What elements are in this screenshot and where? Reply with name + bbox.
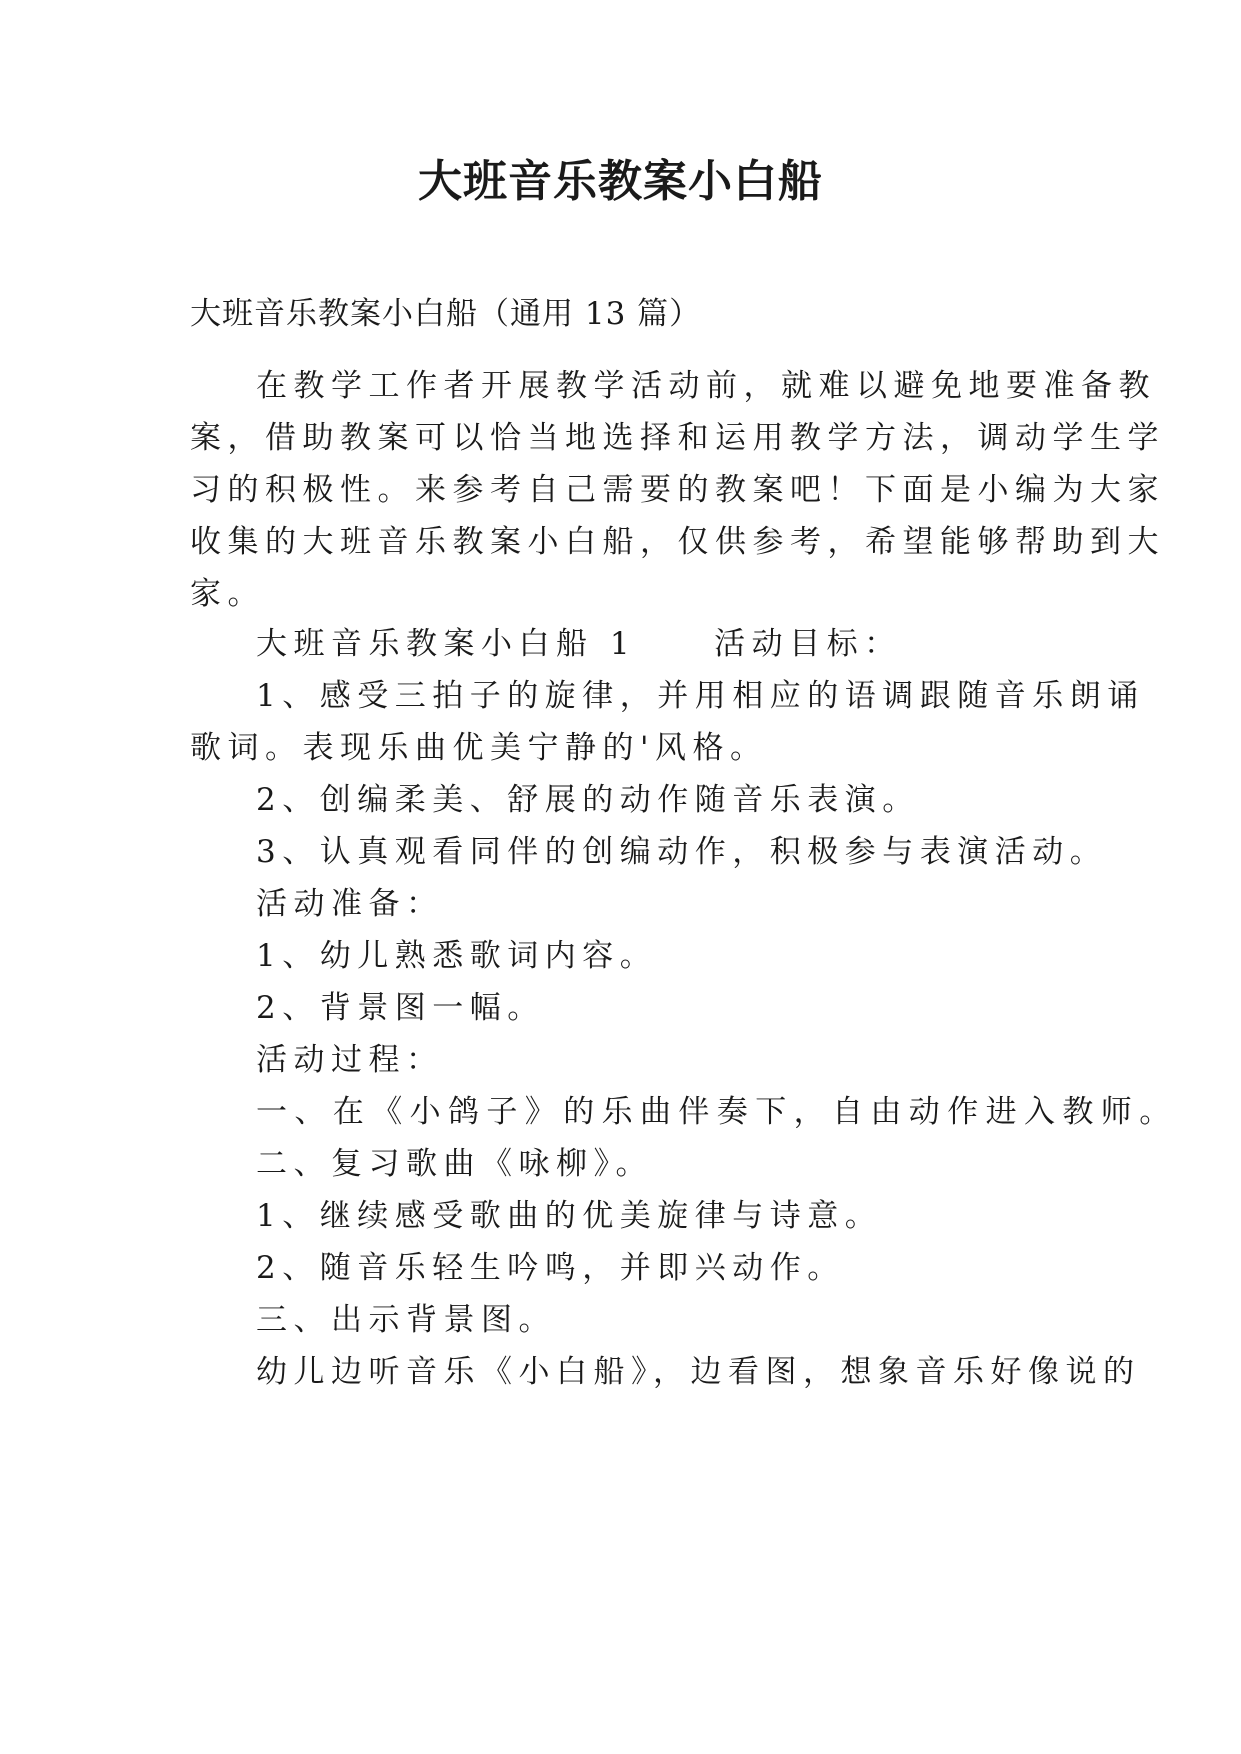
intro-line: 案，借助教案可以恰当地选择和运用教学方法，调动学生学 [190,420,1165,456]
section-heading: 大班音乐教案小白船 1 [256,626,637,662]
process-step: 三、出示背景图。 [256,1302,556,1338]
prep-item: 2、背景图一幅。 [256,990,545,1026]
goals-label: 活动目标： [714,626,902,662]
process-substep: 2、随音乐轻生吟鸣，并即兴动作。 [256,1250,845,1286]
intro-line: 在教学工作者开展教学活动前，就难以避免地要准备教 [256,368,1156,404]
section-heading-row [256,624,902,664]
process-step: 一、在《小鸽子》的乐曲伴奏下，自由动作进入教师。 [256,1094,1178,1130]
prep-label: 活动准备： [256,886,444,922]
goal-item: 1、感受三拍子的旋律，并用相应的语调跟随音乐朗诵 [256,678,1145,714]
prep-item: 1、幼儿熟悉歌词内容。 [256,938,658,974]
goal-item-continued: 歌词。表现乐曲优美宁静的'风格。 [190,730,768,766]
process-label: 活动过程： [256,1042,444,1078]
intro-line: 收集的大班音乐教案小白船，仅供参考，希望能够帮助到大 [190,524,1165,560]
process-text: 幼儿边听音乐《小白船》，边看图，想象音乐好像说的 [256,1354,1141,1390]
goal-item: 2、创编柔美、舒展的动作随音乐表演。 [256,782,920,818]
goal-item: 3、认真观看同伴的创编动作，积极参与表演活动。 [256,834,1108,870]
process-substep: 1、继续感受歌曲的优美旋律与诗意。 [256,1198,883,1234]
intro-line: 习的积极性。来参考自己需要的教案吧！下面是小编为大家 [190,472,1165,508]
intro-line: 家。 [190,576,265,612]
document-subtitle: 大班音乐教案小白船（通用 13 篇） [190,296,702,332]
document-title: 大班音乐教案小白船 [418,156,823,207]
process-step: 二、复习歌曲《咏柳》。 [256,1146,653,1182]
